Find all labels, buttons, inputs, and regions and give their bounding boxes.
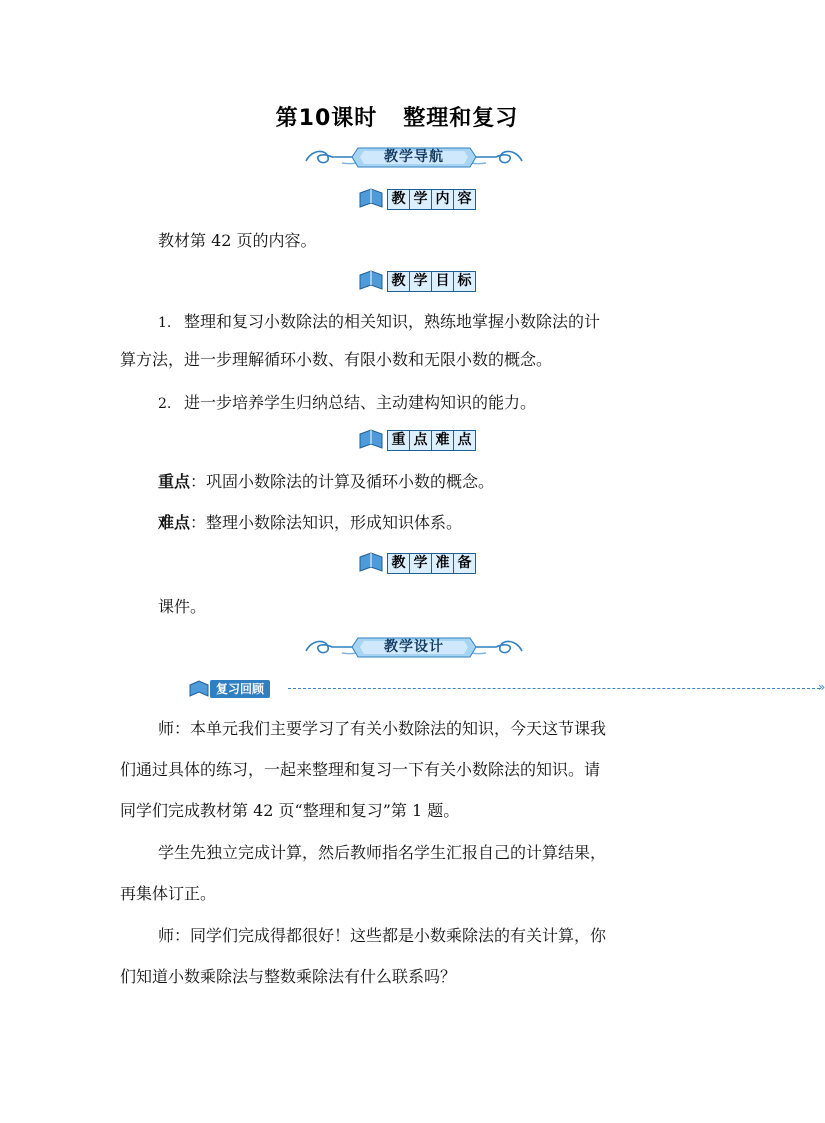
book-icon [357, 551, 385, 575]
section-char: 重 [388, 431, 410, 450]
banner-teaching-design [302, 633, 526, 661]
goal-item-1-cont: 算方法，进一步理解循环小数、有限小数和无限小数的概念。 [120, 350, 553, 369]
section-char: 目 [432, 272, 454, 291]
banner-label: 教学导航 [384, 149, 444, 165]
difficult-point [158, 513, 462, 533]
paragraph-line: 再集体订正。 [120, 884, 217, 903]
key-point [158, 472, 494, 492]
review-divider [188, 679, 825, 699]
book-icon [357, 187, 385, 211]
section-char: 难 [432, 431, 454, 450]
goal-item-1 [158, 312, 600, 333]
section-header-content [357, 187, 476, 211]
section-char: 点 [410, 431, 432, 450]
content-text: 教材第 42 页的内容。 [158, 231, 317, 250]
goal-item-2 [158, 393, 536, 414]
paragraph-line: 们通过具体的练习，一起来整理和复习一下有关小数除法的知识。请 [120, 760, 601, 779]
book-icon [188, 679, 210, 699]
section-char: 内 [432, 190, 454, 209]
key-text: ：巩固小数除法的计算及循环小数的概念。 [190, 472, 495, 491]
banner-teaching-guide [302, 143, 526, 171]
goal-number: 2. [158, 396, 172, 412]
section-char: 准 [432, 554, 454, 573]
section-char: 容 [454, 190, 475, 209]
section-header-goals [357, 269, 476, 293]
goal-text: 进一步培养学生归纳总结、主动建构知识的能力。 [184, 393, 537, 412]
title-lesson: 第10课时 [275, 106, 378, 131]
banner-label: 教学设计 [384, 639, 444, 655]
section-char: 教 [388, 272, 410, 291]
section-char: 点 [454, 431, 475, 450]
difficult-text: ：整理小数除法知识，形成知识体系。 [190, 513, 463, 532]
book-icon [357, 428, 385, 452]
section-header-key-points [357, 428, 476, 452]
section-char: 教 [388, 554, 410, 573]
section-char: 学 [410, 272, 432, 291]
paragraph-line: 们知道小数乘除法与整数乘除法有什么联系吗？ [120, 967, 457, 986]
title-topic: 整理和复习 [403, 106, 519, 131]
section-char: 教 [388, 190, 410, 209]
paragraph-line: 学生先独立完成计算，然后教师指名学生汇报自己的计算结果， [158, 843, 607, 862]
page-title [0, 101, 794, 132]
paragraph-line: 师：同学们完成得都很好！这些都是小数乘除法的有关计算，你 [158, 926, 607, 945]
section-char: 备 [454, 554, 475, 573]
dashed-line [288, 688, 820, 689]
paragraph-line: 师：本单元我们主要学习了有关小数除法的知识，今天这节课我 [158, 719, 607, 738]
section-char: 学 [410, 554, 432, 573]
section-char: 学 [410, 190, 432, 209]
review-tag: 复习回顾 [210, 680, 270, 698]
section-header-prep [357, 551, 476, 575]
key-label: 重点 [158, 472, 191, 491]
double-arrow-icon: » [818, 680, 825, 694]
difficult-label: 难点 [158, 513, 191, 532]
paragraph-line: 同学们完成教材第 42 页“整理和复习”第 1 题。 [120, 801, 460, 820]
prep-text: 课件。 [158, 597, 207, 616]
section-char: 标 [454, 272, 475, 291]
goal-number: 1. [158, 315, 172, 331]
book-icon [357, 269, 385, 293]
goal-text: 整理和复习小数除法的相关知识，熟练地掌握小数除法的计 [184, 312, 601, 331]
